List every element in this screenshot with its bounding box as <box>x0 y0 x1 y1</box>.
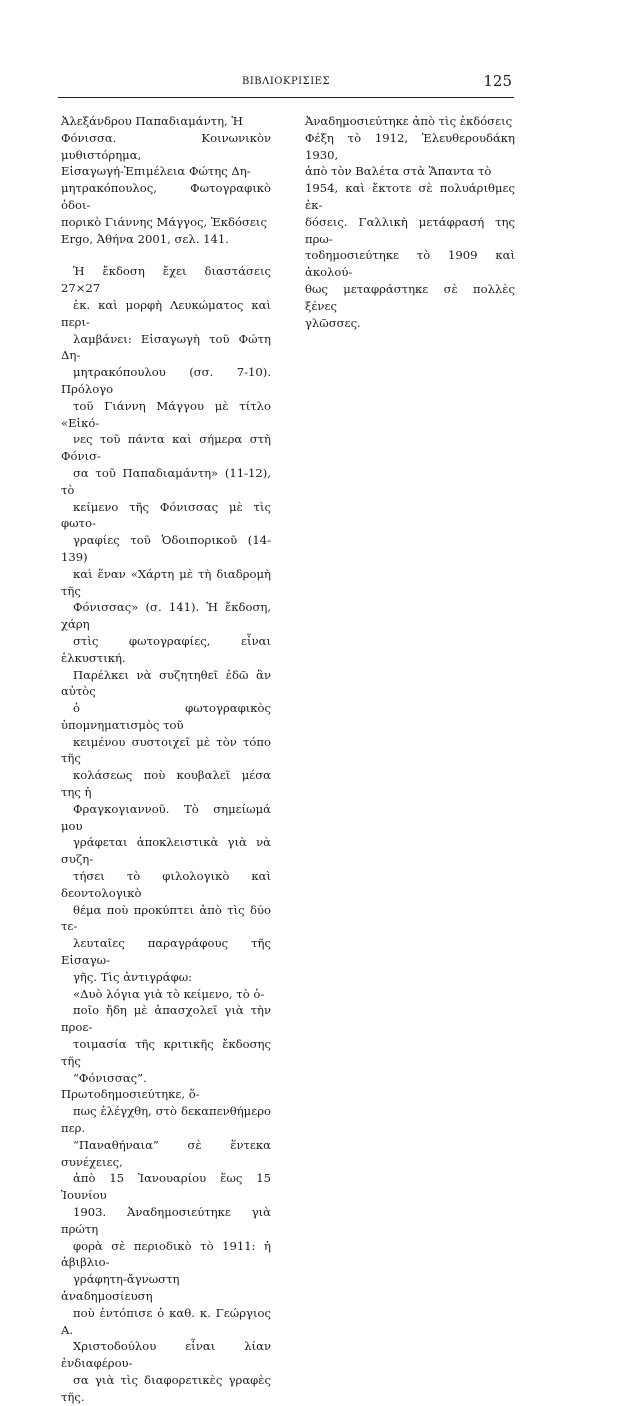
text-line: 1954, καὶ ἔκτοτε σὲ πολυάριθμες ἐκ- <box>305 181 515 212</box>
text-line: Ergo, Ἀθήνα 2001, σελ. 141. <box>61 231 229 246</box>
text-line: λαμβάνει: Εἰσαγωγὴ τοῦ Φώτη Δη- <box>61 331 271 363</box>
text-line: ὁ φωτογραφικὸς ὑπομνηματισμὸς τοῦ <box>61 701 271 732</box>
text-line: Φραγκογιαννοῦ. Τὸ σημείωμά μου <box>61 801 271 833</box>
text-line: γράφητη-ἄγνωστη ἀναδημοσίευση <box>61 1272 180 1303</box>
text-line: 1903. Ἀναδημοσιεύτηκε γιὰ πρώτη <box>61 1205 271 1236</box>
text-line: ἑκ. καὶ μορφὴ Λευκώματος καὶ περι- <box>61 297 271 329</box>
bibliography-entry <box>61 113 271 247</box>
page-header <box>58 72 514 96</box>
text-line: τοιμασία τῆς κριτικῆς ἔκδοσης τῆς <box>61 1037 271 1068</box>
text-line: “Φόνισσας”. Πρωτοδημοσιεύτηκε, ὅ- <box>61 1070 200 1102</box>
text-line: λευταῖες παραγράφους τῆς Εἰσαγω- <box>61 936 271 968</box>
running-head: ΒΙΒΛΙΟΚΡΙΣΙΕΣ <box>241 76 331 87</box>
text-line: γλῶσσες. <box>305 315 361 330</box>
text-line: Εἰσαγωγή-Ἐπιμέλεια Φώτης Δη- <box>61 164 251 179</box>
text-line: Φόνισσα. Κοινωνικὸν μυθιστόρημα, <box>61 130 271 162</box>
text-line: σα τοῦ Παπαδιαμάντη» (11-12), τὸ <box>61 465 271 497</box>
text-line: Φόνισσας» (σ. 141). Ἡ ἔκδοση, χάρη <box>61 600 271 632</box>
text-line: Χριστοδούλου εἶναι λίαν ἐνδιαφέρου- <box>61 1339 271 1371</box>
text-line: γῆς. Τὶς ἀντιγράφω: <box>73 969 193 984</box>
header-rule <box>58 97 514 98</box>
text-line: σα γιὰ τὶς διαφορετικὲς γραφὲς τῆς. <box>61 1372 271 1404</box>
text-line: Ἀναδημοσιεύτηκε ἀπὸ τὶς ἐκδόσεις <box>305 114 513 128</box>
text-line: φορὰ σὲ περιοδικὸ τὸ 1911: ἡ ἀβιβλιο- <box>61 1238 271 1270</box>
text-line: τοῦ Γιάννη Μάγγου μὲ τίτλο «Εἰκό- <box>61 398 271 430</box>
text-line: πως ἐλέγχθη, στὸ δεκαπενθήμερο περ. <box>61 1104 271 1136</box>
text-line: τοδημοσιεύτηκε τὸ 1909 καὶ ἀκολού- <box>305 248 515 280</box>
text-line: κειμένου συστοιχεῖ μὲ τὸν τόπο τῆς <box>61 734 271 766</box>
text-line: Ἡ ἔκδοση ἔχει διαστάσεις 27×27 <box>61 264 271 296</box>
text-line: δόσεις. Γαλλικὴ μετάφρασή της πρω- <box>305 214 515 246</box>
quoted-paragraph <box>61 986 271 1406</box>
paragraph <box>305 113 515 331</box>
text-line: κολάσεως ποὺ κουβαλεῖ μέσα της ἡ <box>61 768 271 800</box>
text-line: “Παναθήναια” σὲ ἕντεκα συνέχειες, <box>61 1137 271 1169</box>
text-line: γράφεται ἀποκλειστικὰ γιὰ νὰ συζη- <box>61 835 271 867</box>
text-line: θως μεταφράστηκε σὲ πολλὲς ξένες <box>305 281 515 313</box>
text-line: Παρέλκει νὰ συζητηθεῖ ἐδῶ ἂν αὐτὸς <box>61 667 271 699</box>
text-line: Ἀλεξάνδρου Παπαδιαμάντη, Ἡ <box>61 114 243 128</box>
text-line: ποῖο ἤδη μὲ ἀπασχολεῖ γιὰ τὴν προε- <box>61 1003 271 1035</box>
text-line: ποὺ ἐντόπισε ὁ καθ. κ. Γεώργιος Α. <box>61 1305 271 1337</box>
left-column <box>61 113 271 1406</box>
page-number: 125 <box>483 72 512 90</box>
text-line: «Δυὸ λόγια γιὰ τὸ κείμενο, τὸ ὁ- <box>73 986 265 1001</box>
text-line: γραφίες τοῦ Ὁδοιπορικοῦ (14-139) <box>61 533 271 564</box>
text-line: κείμενο τῆς Φόνισσας μὲ τὶς φωτο- <box>61 499 271 531</box>
text-line: ἀπὸ 15 Ἰανουαρίου ἕως 15 Ἰουνίου <box>61 1171 271 1203</box>
text-line: καὶ ἕναν «Χάρτη μὲ τὴ διαδρομὴ τῆς <box>61 566 271 598</box>
text-line: μητρακόπουλου (σσ. 7-10). Πρόλογο <box>61 365 271 396</box>
text-line: θέμα ποὺ προκύπτει ἀπὸ τὶς δύο τε- <box>61 902 271 934</box>
text-line: πορικὸ Γιάννης Μάγγος, Ἐκδόσεις <box>61 214 267 229</box>
text-line: ἀπὸ τὸν Βαλέτα στὰ Ἅπαντα τὸ <box>305 164 492 179</box>
right-column <box>305 113 515 331</box>
text-line: τήσει τὸ φιλολογικὸ καὶ δεοντολογικὸ <box>61 869 271 900</box>
text-line: Φέξη τὸ 1912, Ἐλευθερουδάκη 1930, <box>305 130 515 162</box>
text-line: μητρακόπουλος, Φωτογραφικὸ ὁδοι- <box>61 181 271 212</box>
text-line: στὶς φωτογραφίες, εἶναι ἑλκυστική. <box>61 633 271 665</box>
paragraph <box>61 263 271 985</box>
text-line: νες τοῦ πάντα καὶ σήμερα στὴ Φόνισ- <box>61 432 271 464</box>
